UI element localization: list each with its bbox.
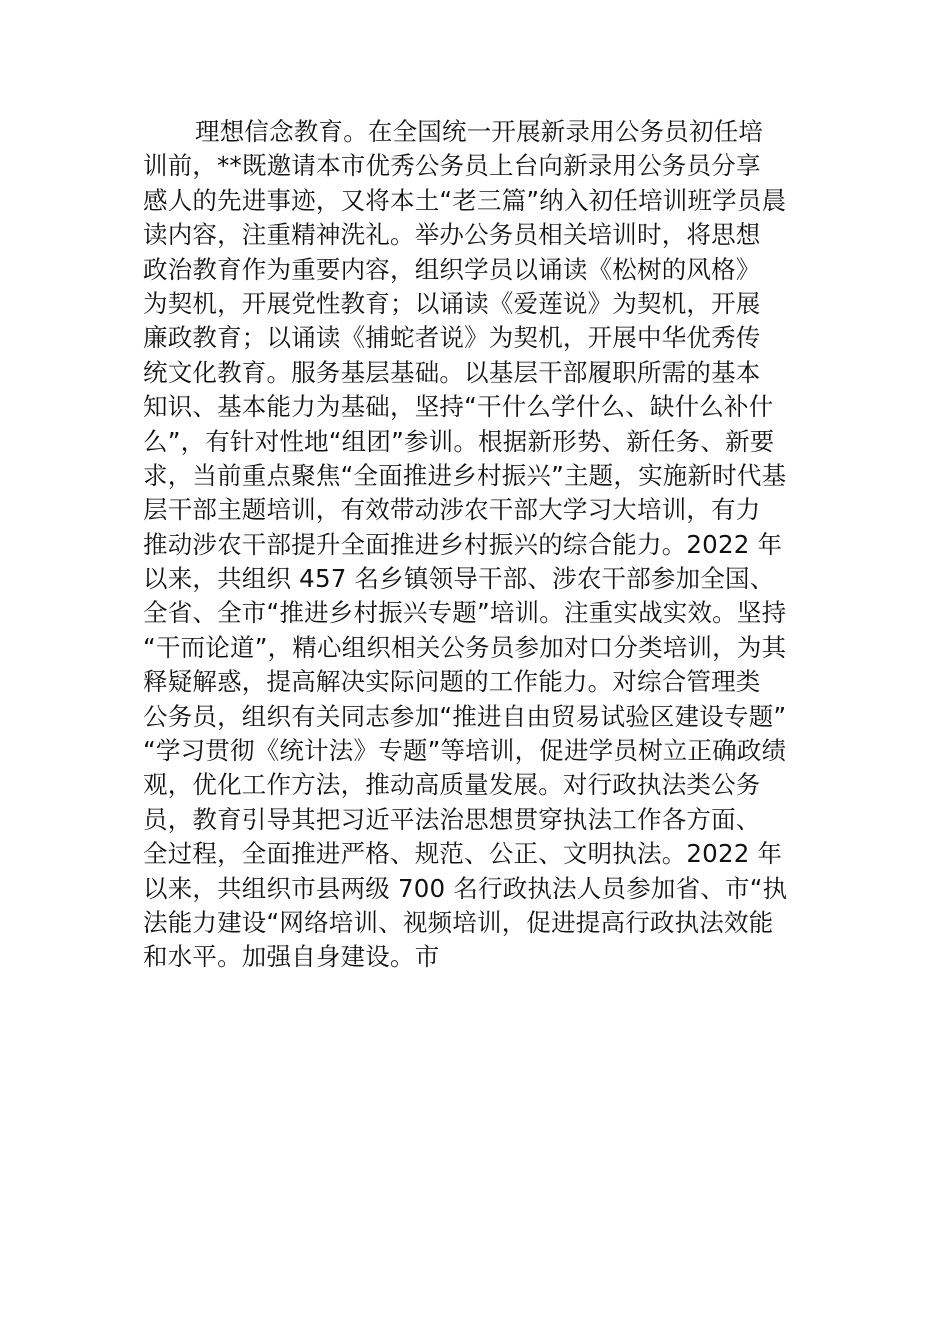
paragraph-line: “学习贯彻《统计法》专题”等培训，促进学员树立正确政绩: [143, 736, 787, 766]
paragraph-line: 法能力建设“网络培训、视频培训，促进提高行政执法效能: [143, 907, 774, 937]
paragraph-line: 层干部主题培训，有效带动涉农干部大学习大培训，有力: [143, 495, 761, 525]
paragraph-line: 全省、全市“推进乡村振兴专题”培训。注重实战实效。坚持: [143, 598, 787, 628]
paragraph-line: 感人的先进事迹，又将本土“老三篇”纳入初任培训班学员晨: [143, 185, 787, 215]
paragraph-line: 么”，有针对性地“组团”参训。根据新形势、新任务、新要: [143, 426, 775, 456]
paragraph-line: 公务员，组织有关同志参加“推进自由贸易试验区建设专题”: [143, 701, 787, 731]
paragraph-line: 理想信念教育。在全国统一开展新录用公务员初任培: [195, 117, 764, 146]
paragraph-line: 廉政教育；以诵读《捕蛇者说》为契机，开展中华优秀传: [143, 323, 761, 353]
paragraph-line: 训前，**既邀请本市优秀公务员上台向新录用公务员分享: [143, 151, 761, 181]
paragraph-line: 为契机，开展党性教育；以诵读《爱莲说》为契机，开展: [143, 288, 761, 318]
paragraph-line: 推动涉农干部提升全面推进乡村振兴的综合能力。2022 年: [143, 529, 783, 559]
paragraph-line: 以来，共组织市县两级 700 名行政执法人员参加省、市“执: [143, 873, 788, 903]
body-paragraph: [143, 115, 823, 975]
paragraph-line: 求，当前重点聚焦“全面推进乡村振兴”主题，实施新时代基: [143, 460, 787, 490]
paragraph-line: 读内容，注重精神洗礼。举办公务员相关培训时，将思想: [143, 220, 761, 250]
paragraph-line: 和水平。加强自身建设。市: [143, 942, 440, 972]
paragraph-line: “干而论道”，精心组织相关公务员参加对口分类培训，为其: [143, 632, 787, 662]
paragraph-line: 观，优化工作方法，推动高质量发展。对行政执法类公务: [143, 770, 761, 800]
paragraph-line: 政治教育作为重要内容，组织学员以诵读《松树的风格》: [143, 254, 761, 284]
paragraph-line: 全过程，全面推进严格、规范、公正、文明执法。2022 年: [143, 839, 783, 869]
paragraph-line: 以来，共组织 457 名乡镇领导干部、涉农干部参加全国、: [143, 564, 775, 594]
paragraph-line: 知识、基本能力为基础，坚持“干什么学什么、缺什么补什: [143, 392, 774, 422]
paragraph-line: 员，教育引导其把习近平法治思想贯穿执法工作各方面、: [143, 804, 761, 834]
paragraph-line: 统文化教育。服务基层基础。以基层干部履职所需的基本: [143, 357, 761, 387]
paragraph-line: 释疑解惑，提高解决实际问题的工作能力。对综合管理类: [143, 667, 761, 697]
